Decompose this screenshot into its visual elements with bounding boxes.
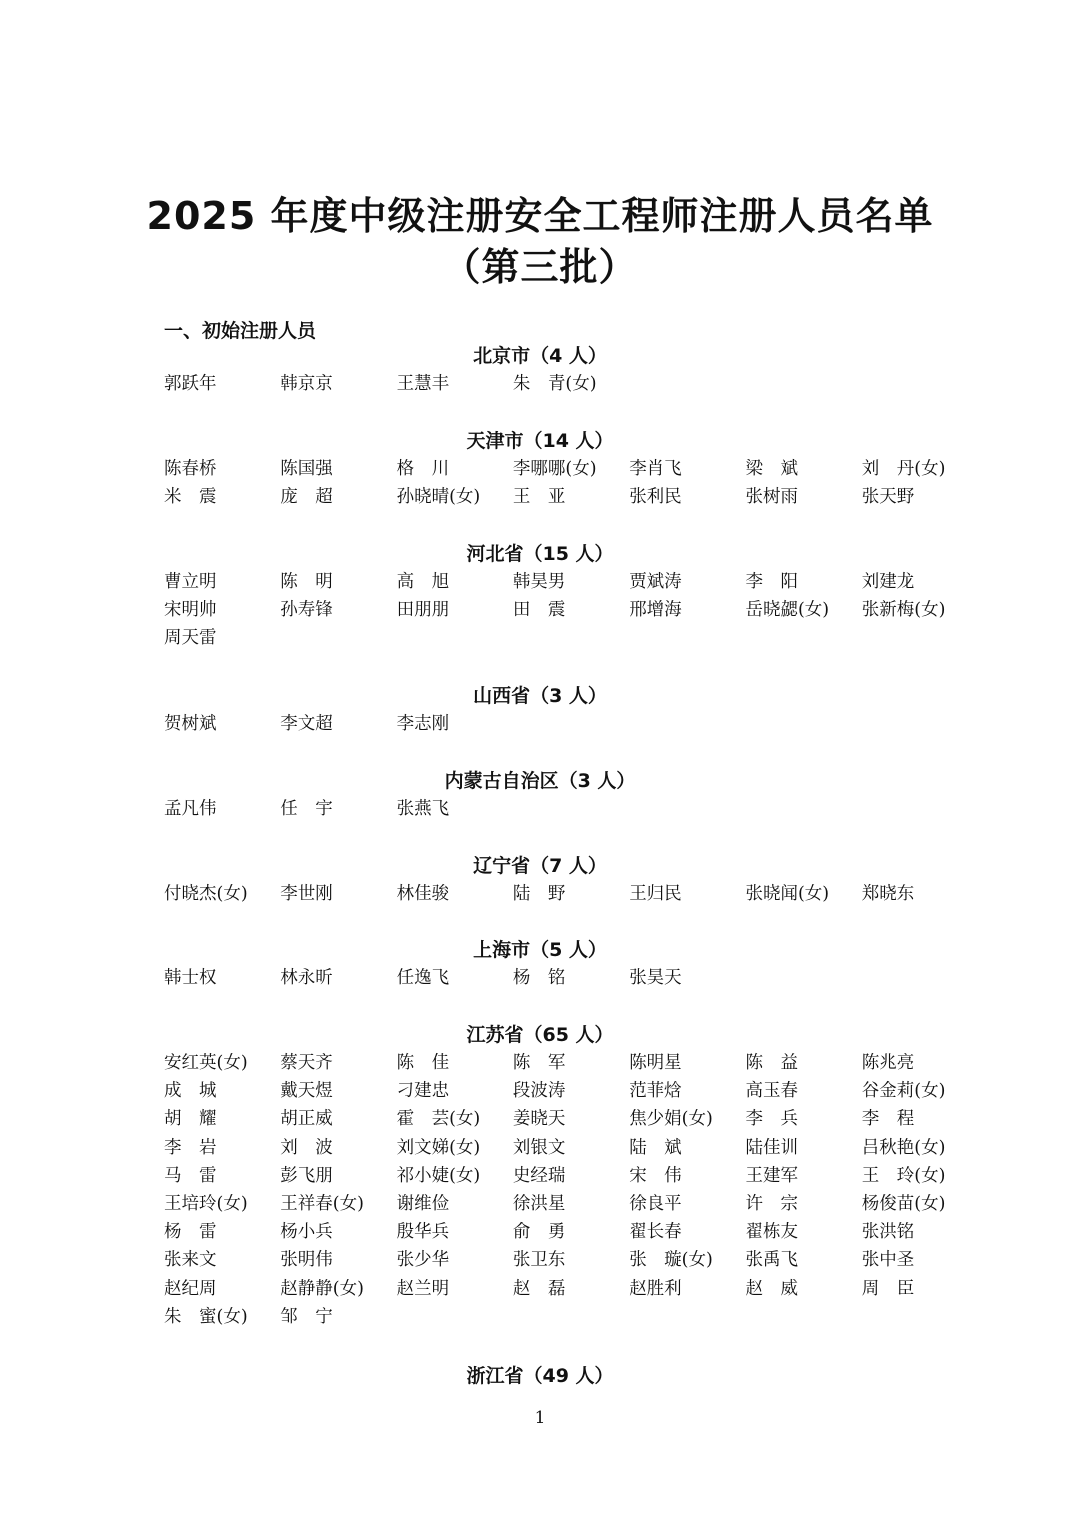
person-name: 陆 野 xyxy=(512,884,566,904)
person-name: 张少华 xyxy=(396,1250,450,1271)
person-name: 陈兆亮 xyxy=(861,1053,915,1073)
person-name: 张中圣 xyxy=(861,1250,915,1271)
region-inner-mongolia xyxy=(0,767,1080,823)
person-name: 王建军 xyxy=(745,1165,798,1186)
person-name: 李 程 xyxy=(861,1109,915,1130)
person-name: 邢增海 xyxy=(629,600,682,621)
name-list xyxy=(164,1049,994,1331)
region-heading: 辽宁省（7 人） xyxy=(473,855,607,877)
person-name: 王慧丰 xyxy=(396,374,450,394)
person-name: 赵 磊 xyxy=(512,1278,566,1299)
person-name: 孙寿锋 xyxy=(280,600,333,621)
person-name: 徐良平 xyxy=(629,1193,682,1214)
person-name: 郭跃年 xyxy=(164,374,217,394)
person-name: 刘文娣(女) xyxy=(396,1137,481,1158)
person-name: 霍 芸(女) xyxy=(396,1109,481,1130)
region-heading: 内蒙古自治区（3 人） xyxy=(444,770,636,792)
region-heading: 江苏省（65 人） xyxy=(466,1024,614,1046)
person-name: 陈春桥 xyxy=(164,459,217,479)
document-title: 2025 年度中级注册安全工程师注册人员名单 xyxy=(146,194,934,238)
person-name: 赵兰明 xyxy=(396,1278,450,1299)
person-name: 翟栋友 xyxy=(745,1222,798,1243)
region-tianjin xyxy=(0,427,1080,511)
person-name: 李志刚 xyxy=(396,714,450,734)
person-name: 梁 斌 xyxy=(745,459,798,479)
person-name: 张明伟 xyxy=(280,1250,333,1271)
person-name: 赵胜利 xyxy=(629,1278,682,1299)
person-name: 李 阳 xyxy=(745,572,798,592)
person-name: 范菲焓 xyxy=(629,1081,682,1102)
person-name: 蔡天齐 xyxy=(280,1053,333,1073)
region-jiangsu xyxy=(0,1021,1080,1331)
person-name: 宋 伟 xyxy=(629,1165,682,1186)
person-name: 朱 蜜(女) xyxy=(164,1306,248,1327)
region-heading: 天津市（14 人） xyxy=(466,430,614,452)
person-name: 高 旭 xyxy=(396,572,450,592)
name-list xyxy=(164,568,994,653)
person-name: 郑晓东 xyxy=(861,884,915,904)
person-name: 米 震 xyxy=(164,487,217,508)
person-name: 李文超 xyxy=(280,714,333,734)
person-name: 韩士权 xyxy=(164,968,217,988)
region-beijing xyxy=(0,342,1080,398)
person-name: 刘建龙 xyxy=(861,572,915,592)
region-shanghai xyxy=(0,936,1080,992)
region-liaoning xyxy=(0,852,1080,908)
person-name: 陆 斌 xyxy=(629,1137,682,1158)
person-name: 胡 耀 xyxy=(164,1109,217,1130)
person-name: 俞 勇 xyxy=(512,1222,566,1243)
person-name: 宋明帅 xyxy=(164,600,217,621)
person-name: 周天雷 xyxy=(164,628,217,649)
person-name: 徐洪星 xyxy=(512,1193,566,1214)
person-name: 彭飞朋 xyxy=(280,1165,333,1186)
person-name: 吕秋艳(女) xyxy=(861,1137,946,1158)
person-name: 高玉春 xyxy=(745,1081,798,1102)
region-heading: 山西省（3 人） xyxy=(473,685,607,707)
region-heading: 浙江省（49 人） xyxy=(466,1365,614,1387)
person-name: 许 宗 xyxy=(745,1193,798,1214)
person-name: 殷华兵 xyxy=(396,1222,450,1243)
person-name: 张天野 xyxy=(861,487,915,508)
person-name: 戴天煜 xyxy=(280,1081,333,1102)
region-hebei xyxy=(0,540,1080,653)
region-heading: 河北省（15 人） xyxy=(466,543,614,565)
region-shanxi xyxy=(0,682,1080,738)
person-name: 谷金莉(女) xyxy=(861,1081,946,1102)
person-name: 段波涛 xyxy=(512,1081,566,1102)
person-name: 杨 雷 xyxy=(164,1222,217,1243)
person-name: 岳晓勰(女) xyxy=(745,600,830,621)
person-name: 张晓闻(女) xyxy=(745,884,830,904)
person-name: 姜晓天 xyxy=(512,1109,566,1130)
person-name: 张昊天 xyxy=(629,968,682,988)
person-name: 祁小婕(女) xyxy=(396,1165,481,1186)
person-name: 王祥春(女) xyxy=(280,1193,364,1214)
person-name: 李世刚 xyxy=(280,884,333,904)
section-heading: 一、初始注册人员 xyxy=(164,320,317,342)
name-list xyxy=(164,964,994,992)
person-name: 陈 佳 xyxy=(396,1053,450,1073)
person-name: 孙晓晴(女) xyxy=(396,487,481,508)
person-name: 焦少娟(女) xyxy=(629,1109,713,1130)
person-name: 朱 青(女) xyxy=(512,374,597,394)
name-list xyxy=(164,370,994,398)
person-name: 杨俊苗(女) xyxy=(861,1193,946,1214)
person-name: 赵静静(女) xyxy=(280,1278,364,1299)
person-name: 刘 丹(女) xyxy=(861,459,946,479)
person-name: 李 岩 xyxy=(164,1137,217,1158)
person-name: 孟凡伟 xyxy=(164,799,217,819)
person-name: 韩京京 xyxy=(280,374,333,394)
person-name: 陆佳训 xyxy=(745,1137,798,1158)
person-name: 付晓杰(女) xyxy=(164,884,248,904)
document-subtitle: （第三批） xyxy=(442,245,638,289)
person-name: 王归民 xyxy=(629,884,682,904)
person-name: 马 雷 xyxy=(164,1165,217,1186)
person-name: 李 兵 xyxy=(745,1109,798,1130)
person-name: 格 川 xyxy=(396,459,450,479)
name-list xyxy=(164,795,994,823)
person-name: 赵纪周 xyxy=(164,1278,217,1299)
person-name: 安红英(女) xyxy=(164,1053,248,1073)
person-name: 任逸飞 xyxy=(396,968,450,988)
person-name: 庞 超 xyxy=(280,487,333,508)
person-name: 王 亚 xyxy=(512,487,566,508)
person-name: 林永昕 xyxy=(280,968,333,988)
person-name: 张新梅(女) xyxy=(861,600,946,621)
person-name: 张卫东 xyxy=(512,1250,566,1271)
name-list xyxy=(164,455,994,511)
person-name: 杨小兵 xyxy=(280,1222,333,1243)
person-name: 邹 宁 xyxy=(280,1306,333,1327)
person-name: 刁建忠 xyxy=(396,1081,450,1102)
person-name: 张树雨 xyxy=(745,487,798,508)
person-name: 杨 铭 xyxy=(512,968,566,988)
person-name: 田 震 xyxy=(512,600,566,621)
person-name: 张利民 xyxy=(629,487,682,508)
person-name: 张燕飞 xyxy=(396,799,450,819)
person-name: 贾斌涛 xyxy=(629,572,682,592)
person-name: 田朋朋 xyxy=(396,600,450,621)
name-list xyxy=(164,880,994,908)
person-name: 陈 益 xyxy=(745,1053,798,1073)
person-name: 赵 威 xyxy=(745,1278,798,1299)
person-name: 王培玲(女) xyxy=(164,1193,248,1214)
person-name: 张来文 xyxy=(164,1250,217,1271)
person-name: 陈明星 xyxy=(629,1053,682,1073)
person-name: 成 城 xyxy=(164,1081,217,1102)
person-name: 胡正威 xyxy=(280,1109,333,1130)
person-name: 陈国强 xyxy=(280,459,333,479)
person-name: 任 宇 xyxy=(280,799,333,819)
person-name: 张禹飞 xyxy=(745,1250,798,1271)
name-list xyxy=(164,710,994,738)
person-name: 李哪哪(女) xyxy=(512,459,597,479)
person-name: 史经瑞 xyxy=(512,1165,566,1186)
person-name: 刘 波 xyxy=(280,1137,333,1158)
person-name: 林佳骏 xyxy=(396,884,450,904)
person-name: 贺树斌 xyxy=(164,714,217,734)
person-name: 李肖飞 xyxy=(629,459,682,479)
person-name: 周 臣 xyxy=(861,1278,915,1299)
person-name: 谢维俭 xyxy=(396,1193,450,1214)
person-name: 陈 军 xyxy=(512,1053,566,1073)
person-name: 张洪铭 xyxy=(861,1222,915,1243)
person-name: 曹立明 xyxy=(164,572,217,592)
region-heading: 北京市（4 人） xyxy=(473,345,607,367)
person-name: 刘银文 xyxy=(512,1137,566,1158)
person-name: 王 玲(女) xyxy=(861,1165,946,1186)
page-number: 1 xyxy=(534,1408,546,1428)
person-name: 翟长春 xyxy=(629,1222,682,1243)
region-zhejiang xyxy=(0,1362,1080,1390)
person-name: 韩昊男 xyxy=(512,572,566,592)
person-name: 陈 明 xyxy=(280,572,333,592)
person-name: 张 璇(女) xyxy=(629,1250,713,1271)
region-heading: 上海市（5 人） xyxy=(473,939,607,961)
